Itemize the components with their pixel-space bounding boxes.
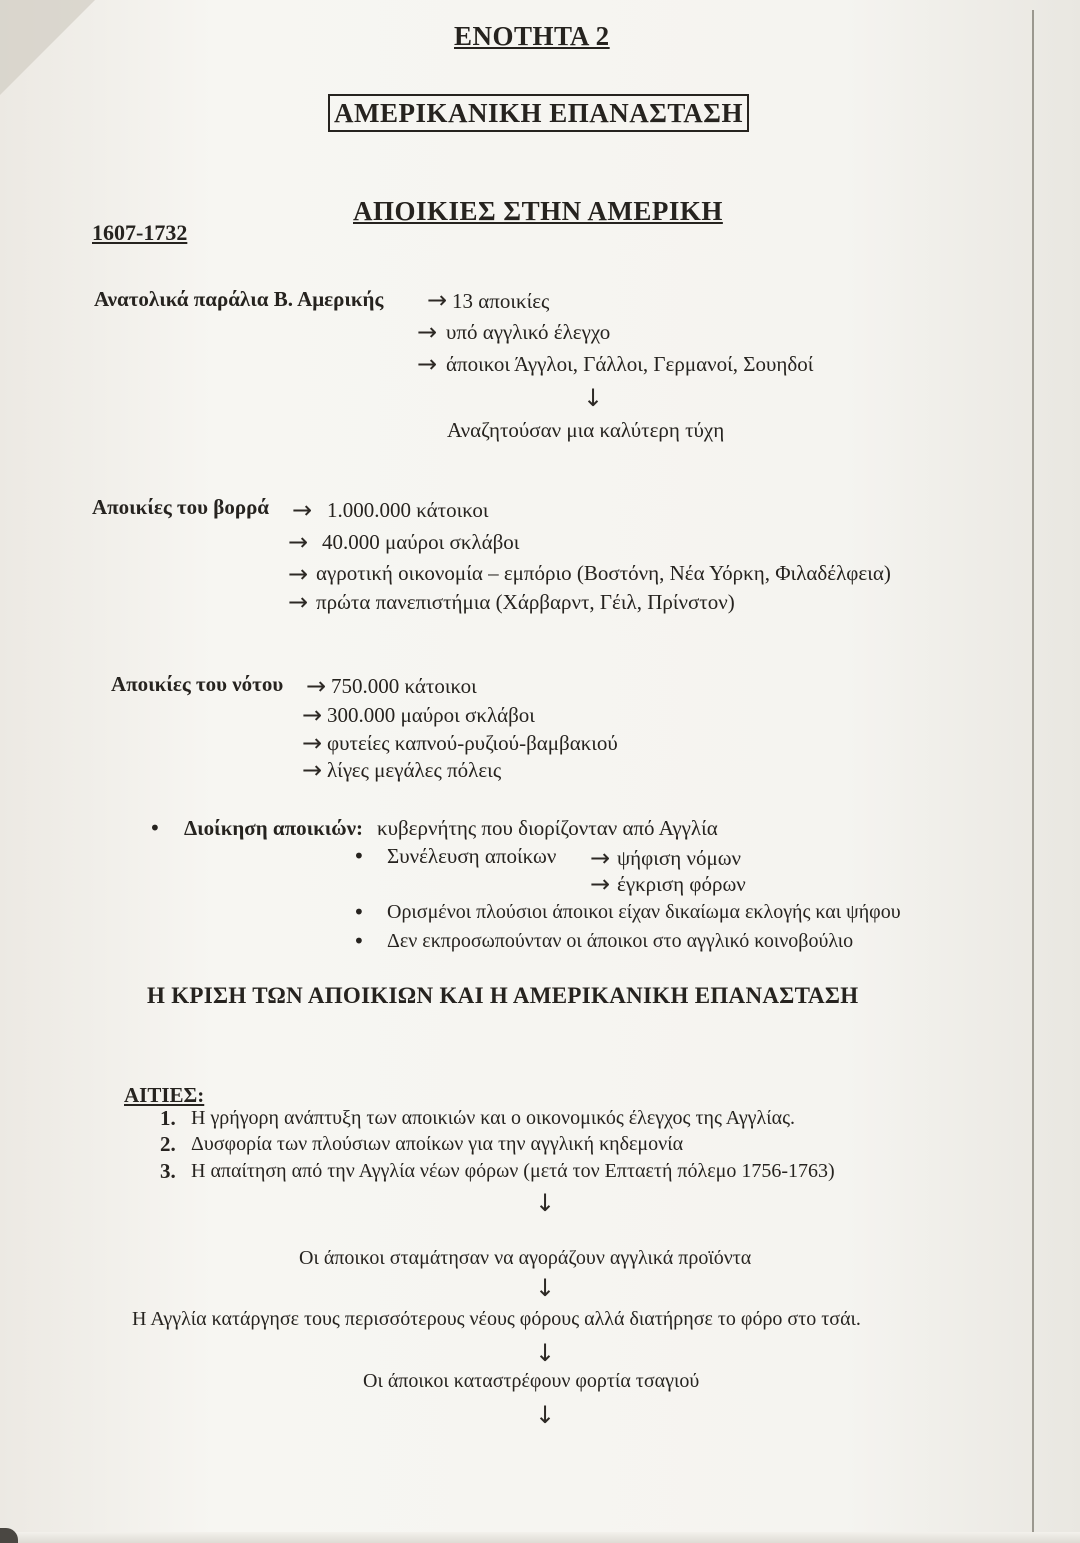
right-arrow-icon: → [427,286,448,314]
down-arrow-icon: ↓ [535,1401,556,1429]
assembly-label: Συνέλευση αποίκων [387,844,557,868]
right-arrow-icon: → [417,350,438,378]
south-colonies-point: 300.000 μαύροι σκλάβοι [327,703,535,727]
south-colonies-point: λίγες μεγάλες πόλεις [327,758,502,782]
down-arrow-icon: ↓ [535,1339,556,1367]
chapter-title: ΕΝΟΤΗΤΑ 2 [454,21,610,51]
bullet-icon: • [353,929,365,953]
right-arrow-icon: → [306,672,327,700]
right-margin-line [1032,10,1034,1533]
right-arrow-icon: → [288,528,309,556]
assembly-point: ψήφιση νόμων [617,846,742,870]
administration-point: Δεν εκπροσωπούνταν οι άποικοι στο αγγλικό κοινοβούλιο [387,930,854,952]
down-arrow-icon: ↓ [535,1274,556,1302]
north-colonies-point: αγροτική οικονομία – εμπόριο (Βοστόνη, Νέα Υόρκη, Φιλαδέλφεια) [316,561,891,585]
right-arrow-icon: → [590,844,611,872]
cause-number: 3. [160,1159,176,1183]
south-colonies-point: 750.000 κάτοικοι [331,674,477,698]
cause-text: Η γρήγορη ανάπτυξη των αποικιών και ο οικονομικός έλεγχος της Αγγλίας. [191,1107,795,1129]
north-colonies-point: 1.000.000 κάτοικοι [327,498,489,522]
main-topic-boxed-title: ΑΜΕΡΙΚΑΝΙΚΗ ΕΠΑΝΑΣΤΑΣΗ [328,94,749,132]
east-coast-label: Ανατολικά παράλια Β. Αμερικής [94,287,384,311]
assembly-point: έγκριση φόρων [617,872,746,896]
right-arrow-icon: → [590,870,611,898]
east-coast-result: Αναζητούσαν μια καλύτερη τύχη [447,418,725,442]
crisis-flow-step: Οι άποικοι καταστρέφουν φορτία τσαγιού [363,1370,700,1392]
bottom-left-dark-corner [0,1528,18,1543]
cause-number: 1. [160,1106,176,1130]
south-colonies-point: φυτείες καπνού-ρυζιού-βαμβακιού [327,731,618,755]
page-bottom-edge [0,1532,1080,1543]
bullet-icon: • [149,816,161,840]
south-colonies-label: Αποικίες του νότου [111,672,284,696]
right-arrow-icon: → [288,560,309,588]
north-colonies-point: πρώτα πανεπιστήμια (Χάρβαρντ, Γέιλ, Πρίνστον) [316,590,735,614]
down-arrow-icon: ↓ [583,384,604,412]
down-arrow-icon: ↓ [535,1189,556,1217]
east-coast-point: 13 αποικίες [452,289,550,313]
north-colonies-point: 40.000 μαύροι σκλάβοι [322,530,520,554]
right-arrow-icon: → [292,496,313,524]
right-arrow-icon: → [302,701,323,729]
administration-point: Ορισμένοι πλούσιοι άποικοι είχαν δικαίωμα εκλογής και ψήφου [387,901,901,923]
bullet-icon: • [353,844,365,868]
cause-text: Δυσφορία των πλούσιων αποίκων για την αγγλική κηδεμονία [191,1133,684,1155]
period-date: 1607-1732 [92,220,188,245]
administration-description: κυβερνήτης που διορίζονταν από Αγγλία [377,816,718,840]
east-coast-point: άποικοι Άγγλοι, Γάλλοι, Γερμανοί, Σουηδοί [446,352,814,376]
bullet-icon: • [353,900,365,924]
administration-label: Διοίκηση αποικιών: [184,816,364,840]
crisis-flow-step: Η Αγγλία κατάργησε τους περισσότερους νέους φόρους αλλά διατήρησε το φόρο στο τσάι. [132,1308,861,1330]
right-arrow-icon: → [302,729,323,757]
crisis-section-title: Η ΚΡΙΣΗ ΤΩΝ ΑΠΟΙΚΙΩΝ ΚΑΙ Η ΑΜΕΡΙΚΑΝΙΚΗ ΕΠΑΝΑΣΤΑΣΗ [147,983,859,1008]
east-coast-point: υπό αγγλικό έλεγχο [446,320,611,344]
page-fold-shadow [0,0,95,95]
right-arrow-icon: → [417,318,438,346]
crisis-flow-step: Οι άποικοι σταμάτησαν να αγοράζουν αγγλικά προϊόντα [299,1247,752,1269]
right-arrow-icon: → [302,756,323,784]
north-colonies-label: Αποικίες του βορρά [92,495,270,519]
cause-number: 2. [160,1132,176,1156]
causes-heading: ΑΙΤΙΕΣ: [124,1083,205,1107]
cause-text: Η απαίτηση από την Αγγλία νέων φόρων (μετά τον Επταετή πόλεμο 1756-1763) [191,1160,835,1182]
colonies-section-title: ΑΠΟΙΚΙΕΣ ΣΤΗΝ ΑΜΕΡΙΚΗ [353,196,723,226]
right-arrow-icon: → [288,588,309,616]
